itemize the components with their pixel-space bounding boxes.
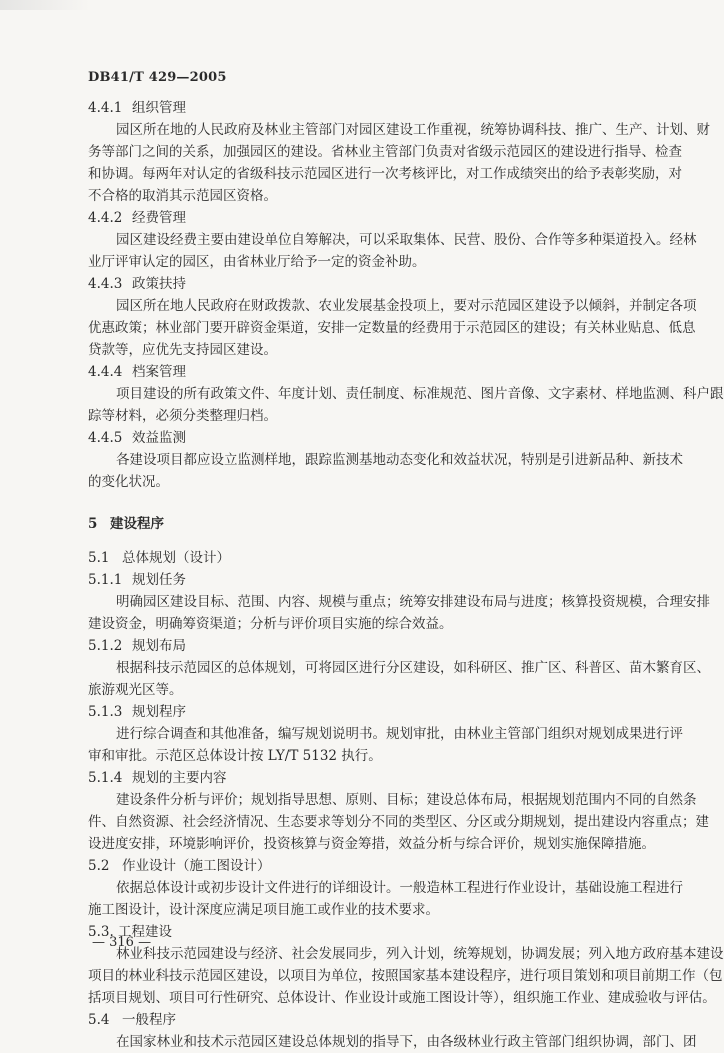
section-heading-4-4-3: 4.4.3 政策扶持 [88,276,186,292]
paragraph-line: 根据科技示范园区的总体规划，可将园区进行分区建设，如科研区、推广区、科普区、苗木繁育区、 [116,660,710,676]
paragraph-line: 和协调。每两年对认定的省级科技示范园区进行一次考核评比，对工作成绩突出的给予表彰奖励，对 [88,166,682,182]
paragraph-line: 园区建设经费主要由建设单位自筹解决，可以采取集体、民营、股份、合作等多种渠道投入。经林 [116,232,697,248]
paragraph-line: 不合格的取消其示范园区资格。 [88,188,277,204]
section-heading-5-1-3: 5.1.3 规划程序 [88,704,186,720]
section-heading-5-1: 5.1 总体规划（设计） [88,550,230,566]
paragraph-line: 审和审批。示范区总体设计按 LY/T 5132 执行。 [88,748,382,764]
paragraph-line: 贷款等，应优先支持园区建设。 [88,342,277,358]
section-heading-5-4: 5.4 一般程序 [88,1012,176,1028]
paragraph-line: 明确园区建设目标、范围、内容、规模与重点；统筹安排建设布局与进度；核算投资规模，合理安排 [116,594,710,610]
section-heading-5-1-2: 5.1.2 规划布局 [88,638,186,654]
paragraph-line: 设进度安排，环境影响评价，投资核算与资金筹措，效益分析与综合评价，规划实施保障措施。 [88,836,655,852]
body-text [88,97,724,1053]
section-heading-4-4-2: 4.4.2 经费管理 [88,210,186,226]
paragraph-line: 踪等材料，必须分类整理归档。 [88,408,277,424]
paragraph-line: 括项目规划、项目可行性研究、总体设计、作业设计或施工图设计等），组织施工作业、建成验收与评估。 [88,990,716,1006]
paragraph-line: 旅游观光区等。 [88,682,183,698]
paragraph-line: 建设资金，明确筹资渠道；分析与评价项目实施的综合效益。 [88,616,453,632]
section-heading-5-3: 5.3. 工程建设 [88,924,172,940]
section-heading-4-4-1: 4.4.1 组织管理 [88,100,186,116]
paragraph-line: 项目建设的所有政策文件、年度计划、责任制度、标准规范、图片音像、文字素材、样地监测、科户跟 [116,386,724,402]
paragraph-line: 施工图设计，设计深度应满足项目施工或作业的技术要求。 [88,902,439,918]
paragraph-line: 务等部门之间的关系，加强园区的建设。省林业主管部门负责对省级示范园区的建设进行指导、检查 [88,144,682,160]
section-heading-4-4-5: 4.4.5 效益监测 [88,430,186,446]
paragraph-line: 园区所在地的人民政府及林业主管部门对园区建设工作重视，统筹协调科技、推广、生产、计划、财 [116,122,710,138]
paragraph-line: 进行综合调查和其他准备，编写规划说明书。规划审批，由林业主管部门组织对规划成果进行评 [116,726,683,742]
paragraph-line: 建设条件分析与评价；规划指导思想、原则、目标；建设总体布局，根据规划范围内不同的自然条 [116,792,697,808]
section-heading-4-4-4: 4.4.4 档案管理 [88,364,186,380]
paragraph-line: 项目的林业科技示范园区建设，以项目为单位，按照国家基本建设程序，进行项目策划和项目前期工作（包 [88,968,723,984]
scan-smudge [0,0,90,10]
paragraph-line: 在国家林业和技术示范园区建设总体规划的指导下，由各级林业行政主管部门组织协调，部门、团 [116,1034,697,1050]
standard-code: DB41/T 429—2005 [88,70,227,85]
section-heading-5-1-1: 5.1.1 规划任务 [88,572,186,588]
paragraph-line: 各建设项目都应设立监测样地，跟踪监测基地动态变化和效益状况，特别是引进新品种、新技术 [116,452,683,468]
paragraph-line: 件、自然资源、社会经济情况、生态要求等划分不同的类型区、分区或分期规划，提出建设内容重点；建 [88,814,709,830]
page-number: — 316 — [92,935,152,950]
paragraph-line: 业厅评审认定的园区，由省林业厅给予一定的资金补助。 [88,254,426,270]
paragraph-line: 的变化状况。 [88,474,169,490]
paragraph-line: 林业科技示范园建设与经济、社会发展同步，列入计划，统筹规划，协调发展；列入地方政府基本建设 [116,946,724,962]
section-heading-5-2: 5.2 作业设计（施工图设计） [88,858,271,874]
paragraph-line: 园区所在地人民政府在财政拨款、农业发展基金投项上，要对示范园区建设予以倾斜，并制定各项 [116,298,697,314]
chapter-heading-5: 5 建设程序 [88,516,164,532]
section-heading-5-1-4: 5.1.4 规划的主要内容 [88,770,227,786]
paragraph-line: 优惠政策；林业部门要开辟资金渠道，安排一定数量的经费用于示范园区的建设；有关林业贴息、低息 [88,320,696,336]
paragraph-line: 依据总体设计或初步设计文件进行的详细设计。一般造林工程进行作业设计，基础设施工程进行 [116,880,683,896]
